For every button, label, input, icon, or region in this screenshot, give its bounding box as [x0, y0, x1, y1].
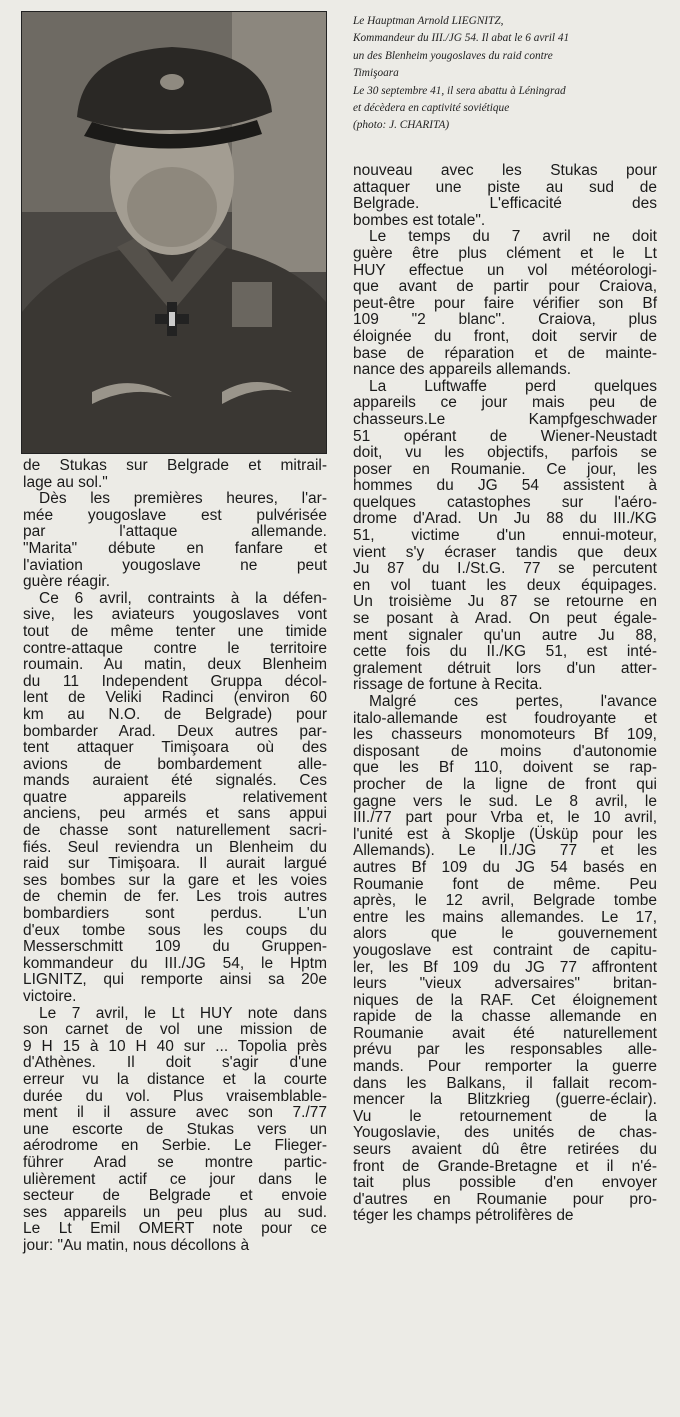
photo-caption	[353, 13, 653, 135]
text-line: ulièrement actif ce jour dans le	[23, 1170, 327, 1188]
text-line: Dès les premières heures, l'ar-	[39, 490, 327, 508]
text-line: Ju 87 du I./St.G. 77 se percutent	[353, 560, 657, 578]
text-line: aérodrome en Serbie. Le Flieger-	[23, 1137, 327, 1155]
text-line: front de Grande-Bretagne et il n'é-	[353, 1157, 657, 1175]
text-line: niques de la RAF. Cet éloignement	[353, 991, 657, 1009]
text-line: secteur de Belgrade et envoie	[23, 1187, 327, 1205]
text-line: anciens, peu armés et sans appui	[23, 805, 327, 823]
text-line: seurs avaient dû être retirées du	[353, 1141, 657, 1159]
text-line: ment signaler qu'un autre Ju 88,	[353, 626, 657, 644]
text-line: ses bombes sur la gare et les voies	[23, 871, 327, 889]
text-line: attaquer une piste au sud de	[353, 178, 657, 196]
text-line: fiés. Seul reviendra un Blenheim du	[23, 838, 327, 856]
text-line: éloignée du front, doit servir de	[353, 327, 657, 345]
text-line: d'eux tombe sous les coups du	[23, 921, 327, 939]
text-line: avions de bombardement alle-	[23, 755, 327, 773]
text-line: kommandeur du III./JG 54, le Hptm	[23, 954, 327, 972]
text-line: de chasse sont naturellement sacri-	[23, 822, 327, 840]
text-line: Roumanie avait été naturellement	[353, 1024, 657, 1042]
text-line: yougoslave est contraint de capitu-	[353, 941, 657, 959]
text-line: rapide de la chasse allemande en	[353, 1008, 657, 1026]
text-line: italo-allemande est foudroyante et	[353, 709, 657, 727]
text-line: Vu le retournement de la	[353, 1107, 657, 1125]
text-line: sive, les aviateurs yougoslaves vont	[23, 606, 327, 624]
text-line: Un troisième Ju 87 se retourne en	[353, 593, 657, 611]
text-line: Allemands). Le II./JG 77 et les	[353, 842, 657, 860]
caption-line: Kommandeur du III./JG 54. Il abat le 6 avril 41	[353, 32, 570, 45]
text-line: quatre appareils relativement	[23, 788, 327, 806]
text-line: dans les Balkans, il fallait recom-	[353, 1074, 657, 1092]
text-line: hommes du JG 54 assistent à	[353, 477, 657, 495]
text-line: mée yougoslave est pulvérisée	[23, 506, 327, 524]
caption-line: (photo: J. CHARITA)	[353, 119, 450, 132]
text-line: drome d'Arad. Un Ju 88 du III./KG	[353, 510, 657, 528]
text-line: ler, les Bf 109 du JG 77 affrontent	[353, 958, 657, 976]
text-line: que les Bf 110, doivent se rap-	[353, 759, 657, 777]
caption-line: Le Hauptman Arnold LIEGNITZ,	[353, 15, 504, 27]
text-line: après, le 12 avril, Belgrade tombe	[353, 892, 657, 910]
text-line: guère réagir.	[23, 573, 111, 591]
text-line: alors que le gouvernement	[353, 925, 657, 943]
right-text-column	[353, 163, 657, 1225]
text-line: HUY effectue un vol météorologi-	[353, 261, 657, 279]
text-line: se posant à Arad. On peut égale-	[353, 610, 657, 628]
text-line: doit, vu les objectifs, parfois se	[353, 444, 657, 462]
text-line: 51, victime d'un ennui-moteur,	[353, 527, 657, 545]
text-line: km au N.O. de Belgrade) pour	[23, 705, 327, 723]
text-line: chasseurs.Le Kampfgeschwader	[353, 410, 657, 428]
text-line: ses appareils un peu plus au sud.	[23, 1203, 327, 1221]
text-line: d'Athènes. Il doit s'agir d'une	[23, 1054, 327, 1072]
text-line: les chasseurs monomoteurs Bf 109,	[353, 726, 657, 744]
text-line: procher de la ligne de front qui	[353, 775, 657, 793]
caption-line: un des Blenheim yougoslaves du raid contre	[353, 49, 553, 62]
text-line: entre les mains allemandes. Le 17,	[353, 908, 657, 926]
text-line: bombes est totale".	[353, 211, 486, 229]
text-line: Belgrade. L'efficacité des	[353, 195, 657, 213]
text-line: führer Arad se montre partic-	[23, 1153, 327, 1171]
text-line: nance des appareils allemands.	[353, 361, 571, 379]
text-line: III./77 part pour Vrba et, le 10 avril,	[353, 809, 657, 827]
text-line: mands auraient été signalés. Ces	[23, 772, 327, 790]
text-line: par l'attaque allemande.	[23, 523, 327, 541]
text-line: mencer la Blitzkrieg (guerre-éclair).	[353, 1091, 657, 1109]
text-line: d'autres en Roumanie pour pro-	[353, 1190, 657, 1208]
text-line: 109 "2 blanc". Craiova, plus	[353, 311, 657, 329]
text-line: autres Bf 109 du JG 54 basés en	[353, 858, 657, 876]
text-line: Ce 6 avril, contraints à la défen-	[39, 589, 327, 607]
text-line: rissage de fortune à Recita.	[353, 676, 543, 694]
portrait-photo	[21, 11, 327, 454]
text-line: LIGNITZ, qui remporte ainsi sa 20e	[23, 971, 327, 989]
text-line: peut-être pour faire vérifier son Bf	[353, 294, 657, 312]
text-line: tout de même tenter une timide	[23, 622, 327, 640]
text-line: cette fois du II./KG 51, est inté-	[353, 643, 657, 661]
text-line: Yougoslavie, des unités de chas-	[353, 1124, 657, 1142]
text-line: appareils ce jour mais peu de	[353, 394, 657, 412]
caption-line: Timişoara	[353, 67, 399, 80]
text-line: lage au sol."	[23, 473, 108, 491]
text-line: gagne vers le sud. Le 8 avril, le	[353, 792, 657, 810]
text-line: tent attaquer Timişoara où des	[23, 739, 327, 757]
text-line: de chemin de fer. Les trois autres	[23, 888, 327, 906]
text-line: 9 H 15 à 10 H 40 sur ... Topolia près	[23, 1037, 327, 1055]
text-line: roumain. Au matin, deux Blenheim	[23, 656, 327, 674]
text-line: Roumanie font de même. Peu	[353, 875, 657, 893]
text-line: du 11 Independent Gruppa décol-	[23, 672, 327, 690]
text-line: victoire.	[23, 988, 77, 1005]
text-line: de Stukas sur Belgrade et mitrail-	[23, 457, 327, 474]
text-line: l'aviation yougoslave ne peut	[23, 556, 327, 574]
text-line: Malgré ces pertes, l'avance	[369, 693, 657, 710]
text-line: erreur vu la distance et la courte	[23, 1070, 327, 1088]
text-line: contre-attaque contre le territoire	[23, 639, 327, 657]
text-line: son carnet de vol une mission de	[23, 1021, 327, 1039]
text-line: poser en Roumanie. Ce jour, les	[353, 460, 657, 478]
text-line: La Luftwaffe perd quelques	[369, 377, 657, 395]
caption-line: et décèdera en captivité soviétique	[353, 102, 510, 115]
text-line: bombarder Arad. Deux autres par-	[23, 722, 327, 740]
text-line: l'unité est à Skoplje (Üsküp pour les	[353, 825, 657, 843]
text-line: raid sur Timişoara. Il aurait largué	[23, 855, 327, 873]
text-line: nouveau avec les Stukas pour	[353, 162, 657, 179]
left-text-column	[23, 458, 327, 1255]
text-line: disposant de moins d'autonomie	[353, 742, 657, 760]
text-line: guère être plus clément et le Lt	[353, 244, 657, 262]
text-line: Le 7 avril, le Lt HUY note dans	[39, 1004, 327, 1022]
text-line: que avant de partir pour Craiova,	[353, 278, 657, 296]
text-line: bombardiers sont perdus. L'un	[23, 905, 327, 923]
text-line: ment il il assure avec son 7./77	[23, 1104, 327, 1122]
text-line: base de réparation et de mainte-	[353, 344, 657, 362]
text-line: téger les champs pétrolifères de	[353, 1207, 574, 1225]
text-line: mands. Pour remporter la guerre	[353, 1058, 657, 1076]
text-line: en vol tuant les deux équipages.	[353, 576, 657, 594]
text-line: Messerschmitt 109 du Gruppen-	[23, 938, 327, 956]
text-line: une escorte de Stukas vers un	[23, 1120, 327, 1138]
text-line: lent de Veliki Radinci (environ 60	[23, 689, 327, 707]
text-line: Le Lt Emil OMERT note pour ce	[23, 1220, 327, 1238]
text-line: gralement détruit lors d'un atter-	[353, 659, 657, 677]
officer-portrait-image	[22, 12, 326, 453]
text-line: leurs "vieux adversaires" britan-	[353, 975, 657, 993]
text-line: tait plus possible d'en envoyer	[353, 1174, 657, 1192]
text-line: 51 opérant de Wiener-Neustadt	[353, 427, 657, 445]
text-line: prévu par les responsables alle-	[353, 1041, 657, 1059]
caption-line: Le 30 septembre 41, il sera abattu à Léningrad	[353, 84, 566, 97]
text-line: Le temps du 7 avril ne doit	[369, 228, 657, 246]
text-line: jour: "Au matin, nous décollons à	[23, 1236, 250, 1254]
text-line: quelques catastophes sur l'aéro-	[353, 493, 657, 511]
text-line: vient s'y écraser tandis que deux	[353, 543, 657, 561]
text-line: "Marita" débute en fanfare et	[23, 539, 327, 557]
text-line: durée du vol. Plus vraisemblable-	[23, 1087, 327, 1105]
